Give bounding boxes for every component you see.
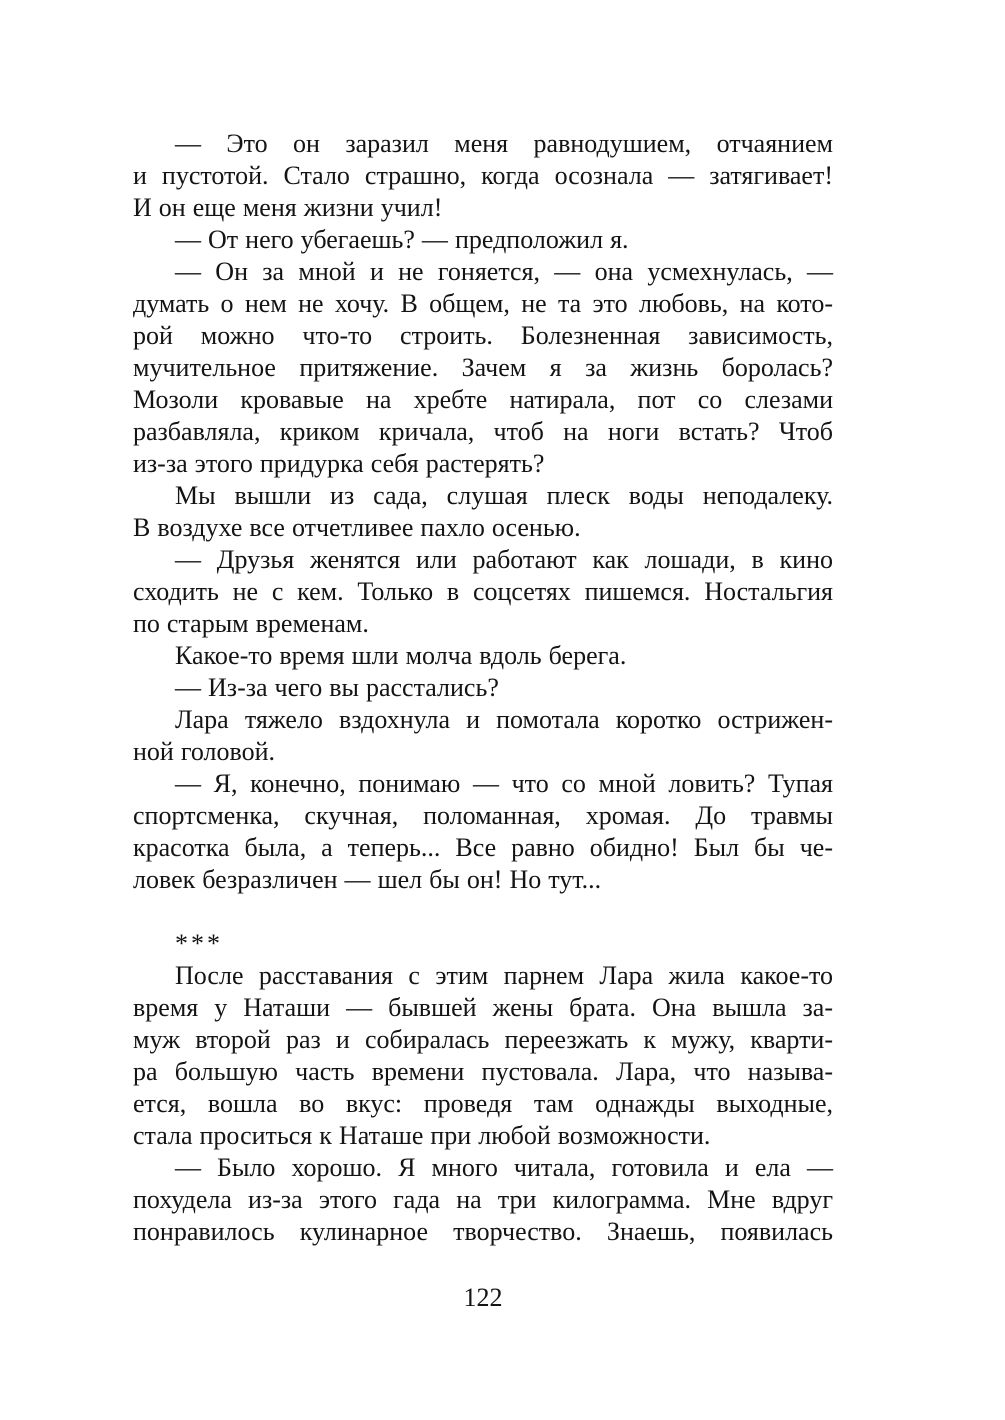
paragraph — [133, 640, 833, 672]
page-number: 122 — [463, 1283, 503, 1312]
text-line: Лара тяжело вздохнула и помотала коротко острижен- — [175, 705, 833, 734]
text-line: Мозоли кровавые на хребте натирала, пот со слезами — [133, 385, 833, 414]
text-line: думать о нем не хочу. В общем, не та это любовь, на кото- — [133, 289, 833, 318]
paragraph — [133, 544, 833, 640]
text-line: — Друзья женятся или работают как лошади, в кино — [175, 545, 833, 574]
text-line: ловек безразличен — шел бы он! Но тут... — [133, 865, 602, 894]
text-line: стала проситься к Наташе при любой возможности. — [133, 1121, 711, 1150]
text-line: красотка была, а теперь... Все равно обидно! Был бы че- — [133, 833, 833, 862]
paragraph — [133, 672, 833, 704]
text-line: ется, вошла во вкус: проведя там однажды выходные, — [133, 1089, 833, 1118]
text-line: — Это он заразил меня равнодушием, отчаянием — [175, 129, 833, 158]
text-line: — Из-за чего вы расстались? — [175, 673, 499, 702]
text-line: После расставания с этим парнем Лара жила какое-то — [175, 961, 833, 990]
text-line: Мы вышли из сада, слушая плеск воды неподалеку. — [175, 481, 833, 510]
paragraph — [133, 704, 833, 768]
text-line: из-за этого придурка себя растерять? — [133, 449, 545, 478]
paragraph — [133, 960, 833, 1152]
text-line: по старым временам. — [133, 609, 369, 638]
paragraph — [133, 224, 833, 256]
text-line: мучительное притяжение. Зачем я за жизнь боролась? — [133, 353, 833, 382]
text-line: время у Наташи — бывшей жены брата. Она вышла за- — [133, 993, 833, 1022]
text-line: — Я, конечно, понимаю — что со мной ловить? Тупая — [175, 769, 833, 798]
text-line: — Было хорошо. Я много читала, готовила и ела — — [175, 1153, 833, 1182]
text-line: сходить не с кем. Только в соцсетях пишемся. Ностальгия — [133, 577, 833, 606]
text-line: ра большую часть времени пустовала. Лара, что называ- — [133, 1057, 833, 1086]
text-line: и пустотой. Стало страшно, когда осознала — затягивает! — [133, 161, 833, 190]
text-line: И он еще меня жизни учил! — [133, 193, 443, 222]
text-line: рой можно что-то строить. Болезненная зависимость, — [133, 321, 833, 350]
text-line: Какое-то время шли молча вдоль берега. — [175, 641, 627, 670]
text-line: ной головой. — [133, 737, 276, 766]
paragraph — [133, 128, 833, 224]
text-line: понравилось кулинарное творчество. Знаешь, появилась — [133, 1217, 833, 1246]
text-line: В воздухе все отчетливее пахло осенью. — [133, 513, 581, 542]
paragraph — [133, 256, 833, 480]
text-line: разбавляла, криком кричала, чтоб на ноги встать? Чтоб — [133, 417, 833, 446]
paragraph — [133, 768, 833, 896]
text-line: — Он за мной и не гоняется, — она усмехнулась, — — [175, 257, 833, 286]
text-line: похудела из-за этого гада на три килограмма. Мне вдруг — [133, 1185, 833, 1214]
text-line: спортсменка, скучная, поломанная, хромая. До травмы — [133, 801, 833, 830]
section-separator: *** — [175, 929, 223, 958]
text-line: муж второй раз и собиралась переезжать к мужу, кварти- — [133, 1025, 833, 1054]
text-line: — От него убегаешь? — предположил я. — [175, 225, 629, 254]
paragraph — [133, 480, 833, 544]
paragraph — [133, 1152, 833, 1248]
page-text-column — [133, 128, 833, 1248]
